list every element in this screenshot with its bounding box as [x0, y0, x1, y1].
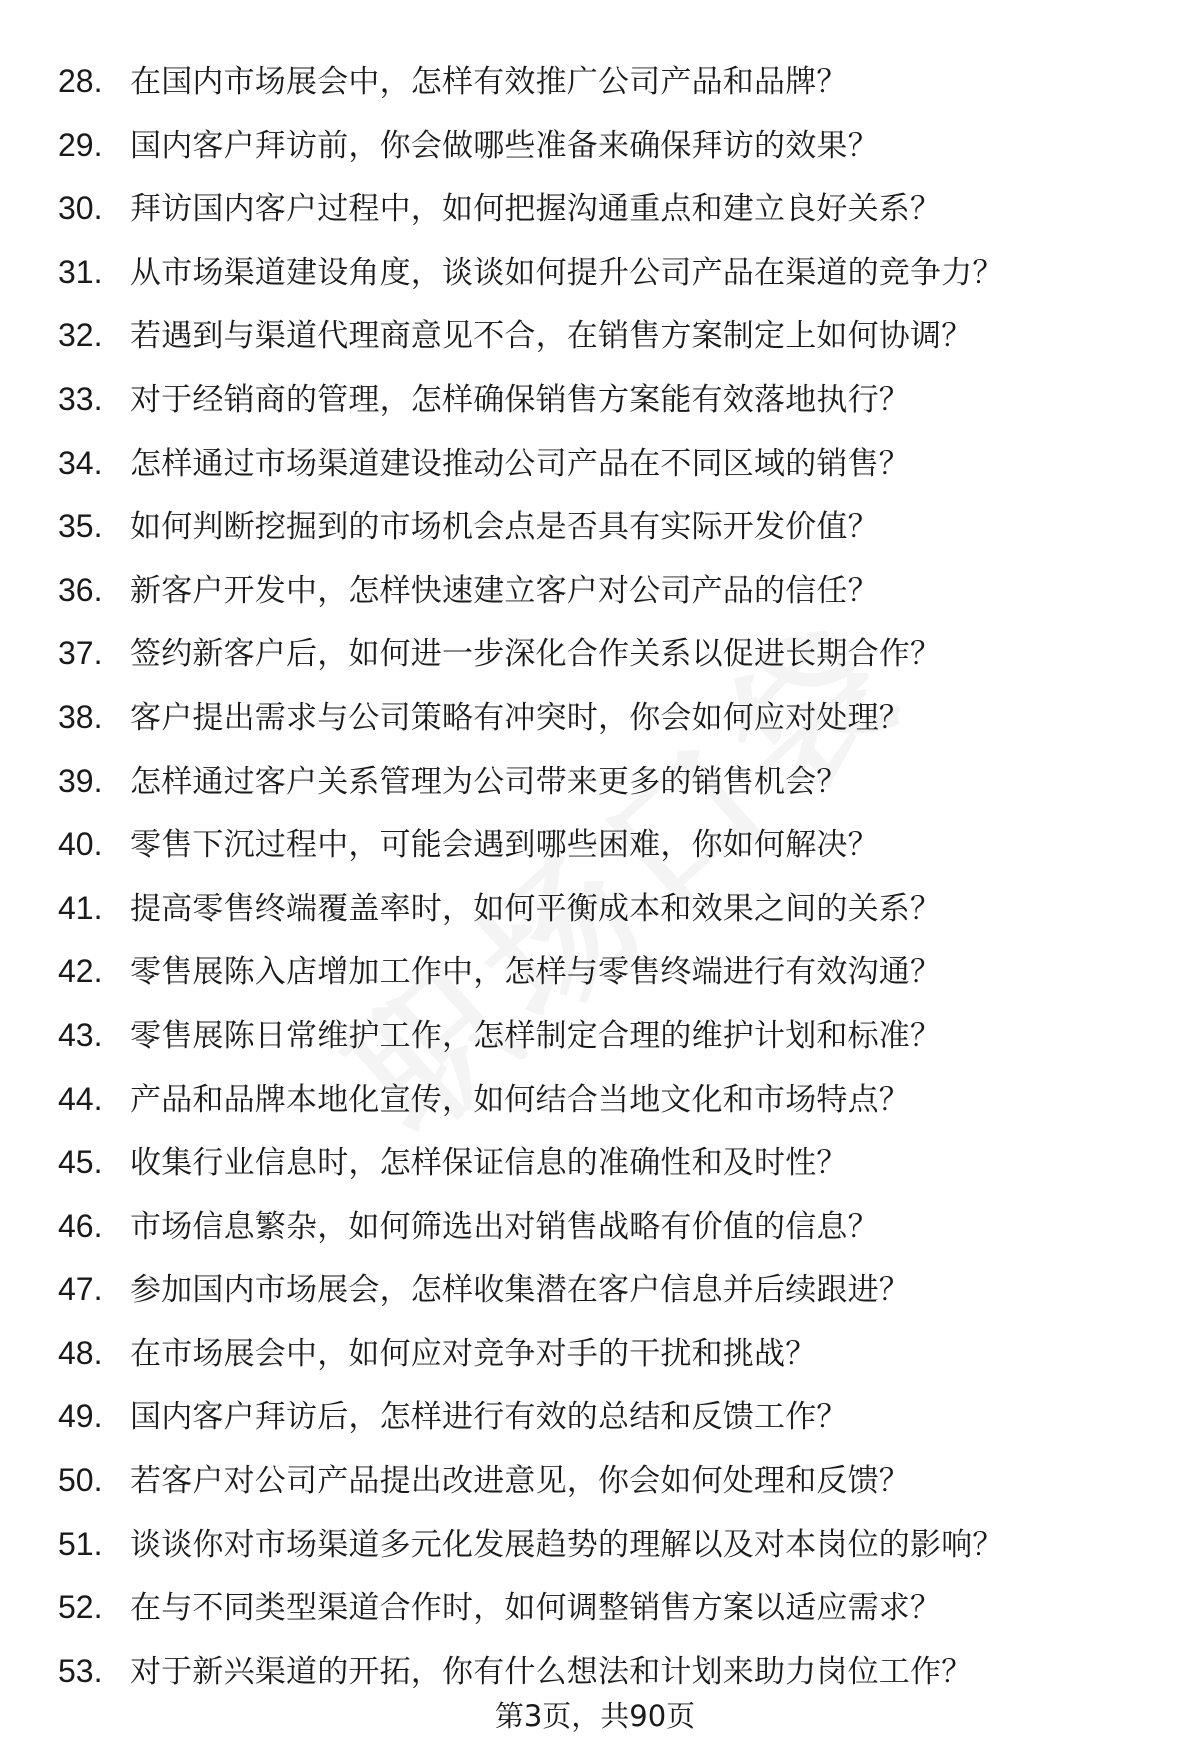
question-text: 市场信息繁杂，如何筛选出对销售战略有价值的信息？: [130, 1208, 879, 1245]
question-number: 49.: [58, 1398, 103, 1435]
question-text: 零售展陈入店增加工作中，怎样与零售终端进行有效沟通？: [130, 954, 942, 991]
question-number: 29.: [58, 126, 103, 163]
list-item: [58, 177, 1178, 241]
question-text: 产品和品牌本地化宣传，如何结合当地文化和市场特点？: [130, 1081, 910, 1118]
question-number: 51.: [58, 1525, 103, 1562]
question-number: 37.: [58, 635, 103, 672]
question-text: 新客户开发中，怎样快速建立客户对公司产品的信任？: [130, 572, 879, 609]
question-text: 客户提出需求与公司策略有冲突时，你会如何应对处理？: [130, 699, 910, 736]
question-number: 31.: [58, 253, 103, 290]
question-text: 收集行业信息时，怎样保证信息的准确性和及时性？: [130, 1145, 848, 1182]
question-number: 39.: [58, 762, 103, 799]
question-text: 怎样通过客户关系管理为公司带来更多的销售机会？: [130, 763, 848, 800]
question-text: 零售展陈日常维护工作，怎样制定合理的维护计划和标准？: [130, 1017, 942, 1054]
list-item: [58, 1576, 1178, 1640]
question-number: 45.: [58, 1144, 103, 1181]
question-text: 签约新客户后，如何进一步深化合作关系以促进长期合作？: [130, 636, 942, 673]
question-number: 40.: [58, 826, 103, 863]
question-list: [58, 50, 1178, 1703]
list-item: [58, 1513, 1178, 1577]
question-number: 32.: [58, 317, 103, 354]
question-number: 50.: [58, 1462, 103, 1499]
question-number: 42.: [58, 953, 103, 990]
question-number: 44.: [58, 1080, 103, 1117]
question-number: 43.: [58, 1016, 103, 1053]
list-item: [58, 877, 1178, 941]
question-number: 30.: [58, 190, 103, 227]
list-item: [58, 940, 1178, 1004]
question-text: 如何判断挖掘到的市场机会点是否具有实际开发价值？: [130, 509, 879, 546]
list-item: [58, 304, 1178, 368]
list-item: [58, 50, 1178, 114]
question-text: 国内客户拜访前，你会做哪些准备来确保拜访的效果？: [130, 127, 879, 164]
question-number: 35.: [58, 508, 103, 545]
list-item: [58, 1131, 1178, 1195]
question-text: 在与不同类型渠道合作时，如何调整销售方案以适应需求？: [130, 1590, 942, 1627]
question-number: 46.: [58, 1207, 103, 1244]
question-number: 41.: [58, 889, 103, 926]
question-text: 怎样通过市场渠道建设推动公司产品在不同区域的销售？: [130, 445, 910, 482]
question-number: 48.: [58, 1334, 103, 1371]
list-item: [58, 1258, 1178, 1322]
question-text: 若遇到与渠道代理商意见不合，在销售方案制定上如何协调？: [130, 318, 973, 355]
question-text: 对于经销商的管理，怎样确保销售方案能有效落地执行？: [130, 381, 910, 418]
list-item: [58, 686, 1178, 750]
page-number-footer: 第3页，共90页: [494, 1699, 696, 1733]
question-text: 提高零售终端覆盖率时，如何平衡成本和效果之间的关系？: [130, 890, 942, 927]
question-text: 若客户对公司产品提出改进意见，你会如何处理和反馈？: [130, 1463, 910, 1500]
list-item: [58, 495, 1178, 559]
question-text: 零售下沉过程中，可能会遇到哪些困难，你如何解决？: [130, 827, 879, 864]
list-item: [58, 241, 1178, 305]
list-item: [58, 622, 1178, 686]
question-number: 33.: [58, 380, 103, 417]
list-item: [58, 1004, 1178, 1068]
list-item: [58, 750, 1178, 814]
question-text: 对于新兴渠道的开拓，你有什么想法和计划来助力岗位工作？: [130, 1653, 973, 1690]
question-text: 拜访国内客户过程中，如何把握沟通重点和建立良好关系？: [130, 191, 942, 228]
list-item: [58, 1068, 1178, 1132]
question-number: 52.: [58, 1589, 103, 1626]
question-number: 34.: [58, 444, 103, 481]
question-text: 参加国内市场展会，怎样收集潜在客户信息并后续跟进？: [130, 1272, 910, 1309]
question-number: 53.: [58, 1652, 103, 1689]
question-text: 从市场渠道建设角度，谈谈如何提升公司产品在渠道的竞争力？: [130, 254, 1004, 291]
question-number: 38.: [58, 698, 103, 735]
list-item: [58, 1385, 1178, 1449]
list-item: [58, 1640, 1178, 1704]
question-number: 47.: [58, 1271, 103, 1308]
question-text: 在国内市场展会中，怎样有效推广公司产品和品牌？: [130, 64, 848, 100]
list-item: [58, 1195, 1178, 1259]
list-item: [58, 813, 1178, 877]
list-item: [58, 114, 1178, 178]
question-text: 在市场展会中，如何应对竞争对手的干扰和挑战？: [130, 1335, 817, 1372]
list-item: [58, 1449, 1178, 1513]
question-text: 国内客户拜访后，怎样进行有效的总结和反馈工作？: [130, 1399, 848, 1436]
question-number: 28.: [58, 63, 103, 99]
question-number: 36.: [58, 571, 103, 608]
list-item: [58, 559, 1178, 623]
list-item: [58, 1322, 1178, 1386]
list-item: [58, 368, 1178, 432]
question-text: 谈谈你对市场渠道多元化发展趋势的理解以及对本岗位的影响？: [130, 1526, 1004, 1563]
list-item: [58, 432, 1178, 496]
